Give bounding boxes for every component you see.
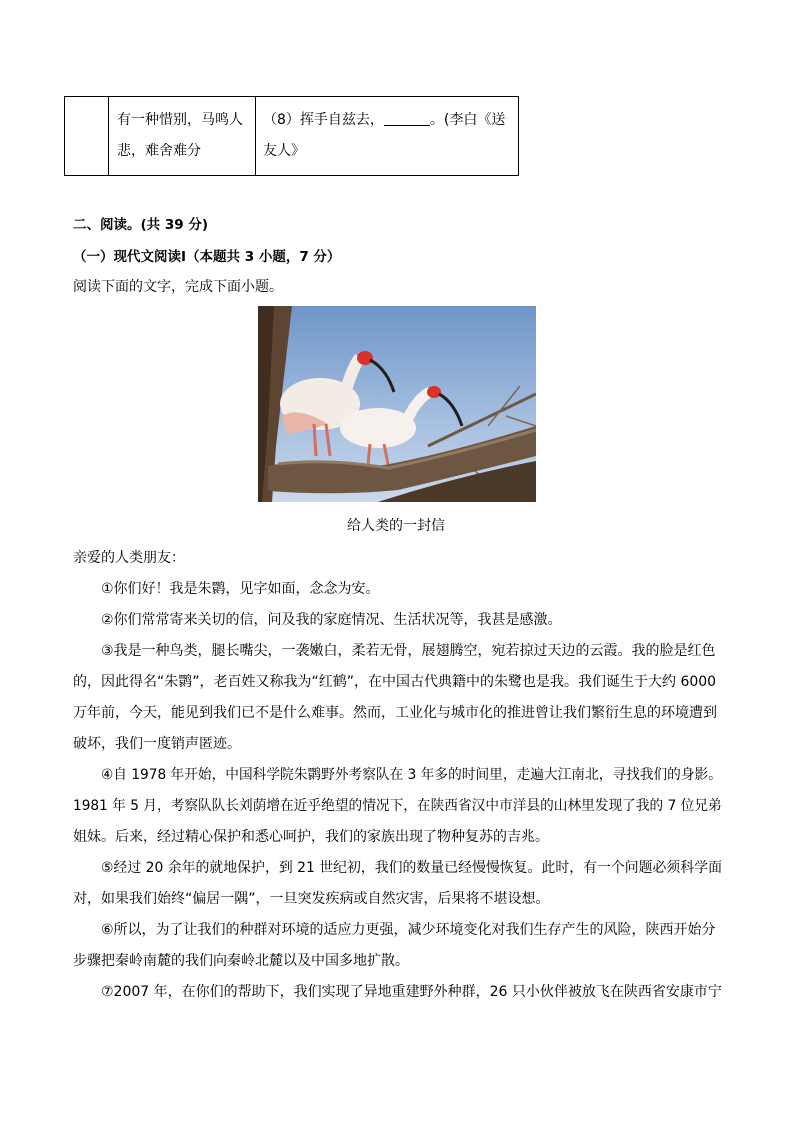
paragraph-line: ①你们好！我是朱鹮，见字如面，念念为安。 [101,581,380,597]
crested-ibis-photo [258,306,536,502]
paragraph-line: 姐妹。后来，经过精心保护和悉心呵护，我们的家族出现了物种复苏的吉兆。 [73,829,549,845]
ibis-illustration [258,306,536,502]
letter-salutation: 亲爱的人类朋友： [73,550,185,566]
cell-line: 悲，难舍难分 [117,143,201,159]
verse-source: 。(李白《送 [429,112,506,128]
paragraph-line: ③我是一种鸟类，腿长嘴尖，一袭嫩白，柔若无骨，展翅腾空，宛若掠过天边的云霞。我的脸是红色 [101,643,716,659]
verse-text: （8）挥手自兹去， [263,112,384,128]
figure-caption: 给人类的一封信 [347,518,445,534]
paragraph-line: ⑦2007 年，在你们的帮助下，我们实现了异地重建野外种群，26 只小伙伴被放飞在陕西省安康市宁 [101,984,722,1000]
cell-line: 友人》 [263,143,305,159]
table-divider [255,97,256,175]
paragraph-line: 步骤把秦岭南麓的我们向秦岭北麓以及中国多地扩散。 [73,953,409,969]
paragraph-line: ④自 1978 年开始，中国科学院朱鹮野外考察队在 3 年多的时间里，走遍大江南北，寻找我们的身影。 [101,767,722,783]
answer-blank[interactable] [384,111,430,126]
section-title: 二、阅读。(共 39 分) [73,217,209,233]
paragraph-line: 的，因此得名“朱鹮”，老百姓又称我为“红鹤”，在中国古代典籍中的朱鹭也是我。我们诞生于大约 6000 [73,674,717,690]
table-cell-verse [263,105,505,167]
paragraph-line: 万年前，今天，能见到我们已不是什么难事。然而，工业化与城市化的推进曾让我们繁衍生息的环境遭到 [73,705,717,721]
paragraph-line: ⑤经过 20 余年的就地保护，到 21 世纪初，我们的数量已经慢慢恢复。此时，有一个问题必须科学面 [101,860,722,876]
paragraph-line: 对，如果我们始终“偏居一隅”，一旦突发疾病或自然灾害，后果将不堪设想。 [73,891,550,907]
cell-line: 有一种惜别，马鸣人 [117,112,243,128]
paragraph-line: 1981 年 5 月，考察队队长刘荫增在近乎绝望的情况下，在陕西省汉中市洋县的山林里发现了我的 7 位兄弟 [73,798,722,814]
table-cell-scene [117,105,243,167]
table-divider [108,97,109,175]
poetry-table [64,96,519,176]
paragraph-line: ⑥所以，为了让我们的种群对环境的适应力更强，减少环境变化对我们生存产生的风险，陕西开始分 [101,922,716,938]
instruction-text: 阅读下面的文字，完成下面小题。 [73,279,283,295]
cell-line [263,105,505,136]
section-subtitle: （一）现代文阅读Ⅰ（本题共 3 小题，7 分） [73,249,341,265]
paragraph-line: 破坏，我们一度销声匿迹。 [73,736,241,752]
paragraph-line: ②你们常常寄来关切的信，问及我的家庭情况、生活状况等，我甚是感激。 [101,612,562,628]
